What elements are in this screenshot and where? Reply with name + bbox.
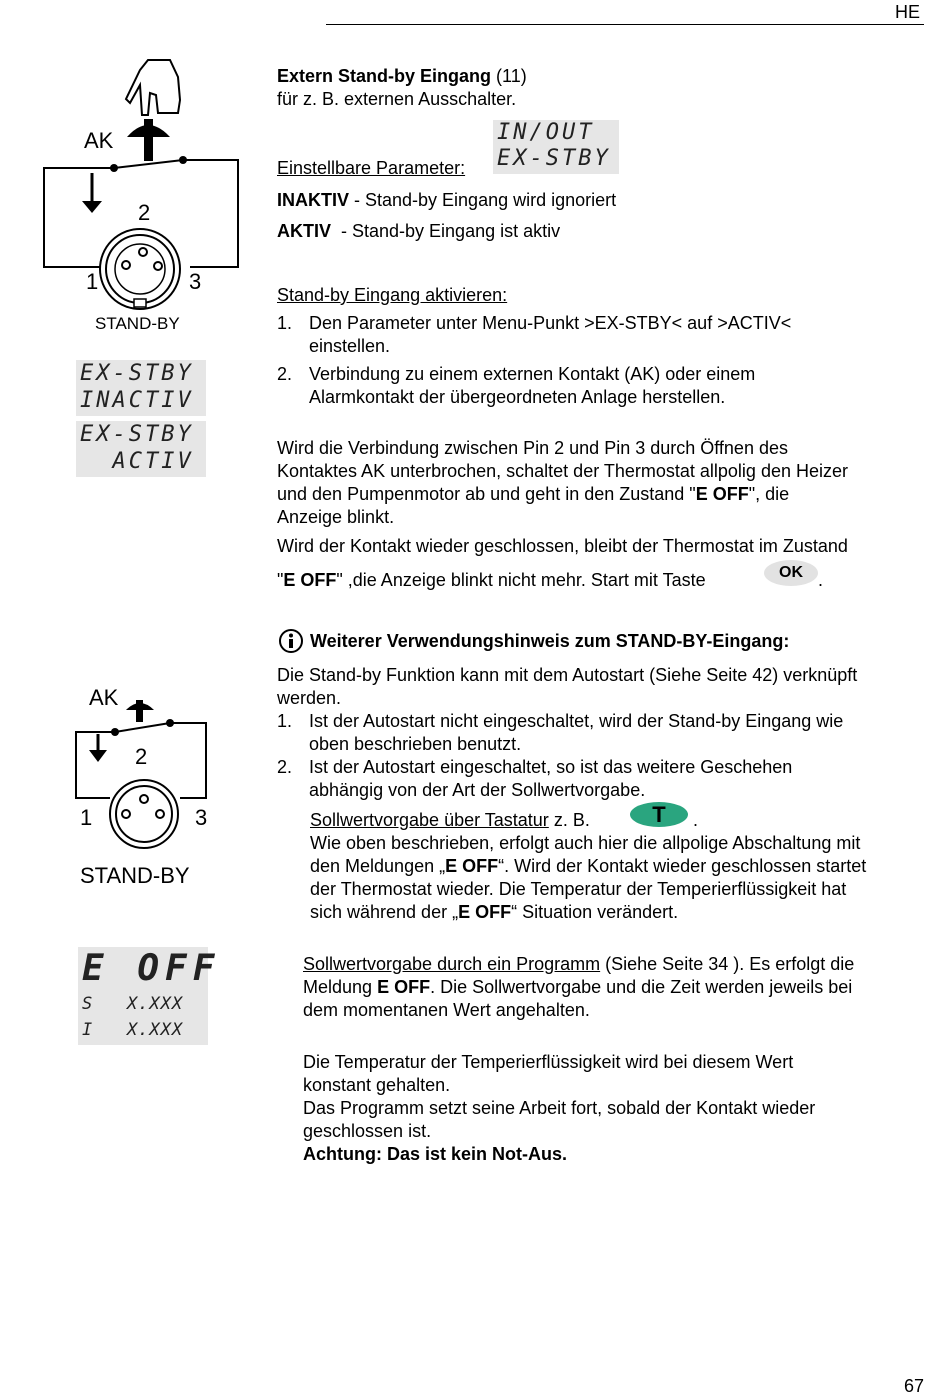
page-number: 67 bbox=[903, 1376, 924, 1396]
paragraph-pin-open: Wird die Verbindung zwischen Pin 2 und Pin 3 durch Öffnen des Kontaktes AK unterbrochen, schaltet der Thermostat allpolig den Heizer und den Pumpenmotor ab und geht in den Zustand "E OFF", die Anzeige blinkt. bbox=[277, 438, 848, 527]
activate-heading: Stand-by Eingang aktivieren: bbox=[277, 285, 508, 305]
switch-cap bbox=[126, 703, 154, 710]
inaktiv-option: INAKTIV - Stand-by Eingang wird ignoriert bbox=[277, 190, 617, 210]
standby-caption: STAND-BY bbox=[95, 314, 180, 333]
paragraph-closed-line2: "E OFF" ,die Anzeige blinkt nicht mehr. Start mit Taste bbox=[277, 570, 711, 590]
pin-1-label: 1 bbox=[86, 269, 99, 294]
switch-cap bbox=[127, 125, 170, 137]
programm-paragraph: Sollwertvorgabe durch ein Programm (Siehe Seite 34 ). Es erfolgt die Meldung E OFF. Die Sollwertvorgabe und die Zeit werden jeweils bei dem momentanen Wert angehalten. bbox=[303, 954, 855, 1020]
pin-1-label-2: 1 bbox=[80, 805, 93, 830]
tastatur-period: . bbox=[693, 810, 699, 830]
language-code: HE bbox=[894, 2, 920, 22]
period: . bbox=[818, 570, 824, 590]
tastatur-paragraph: Wie oben beschrieben, erfolgt auch hier die allpolige Abschaltung mit den Meldungen „E OFF“. Wird der Kontakt wieder geschlossen startet der Thermostat wieder. Die Temperatur der Temperierflüssigkeit hat sich während der „E OFF“ Situation verändert. bbox=[310, 833, 867, 922]
lcd-in-out: IN/OUT EX-STBY bbox=[493, 120, 619, 174]
warning-text: Achtung: Das ist kein Not-Aus. bbox=[303, 1144, 568, 1164]
aktiv-option: AKTIV - Stand-by Eingang ist aktiv bbox=[277, 221, 561, 241]
info-title: Weiterer Verwendungshinweis zum STAND-BY-Eingang: bbox=[310, 631, 790, 651]
ok-key-icon: OK bbox=[764, 560, 818, 586]
t-key-icon: T bbox=[630, 802, 688, 827]
item-1: 1. Ist der Autostart nicht eingeschaltet, wird der Stand-by Eingang wie oben beschrieben benutzt. bbox=[277, 711, 844, 754]
constant-paragraph: Die Temperatur der Temperierflüssigkeit wird bei diesem Wert konstant gehalten. Das Programm setzt seine Arbeit fort, sobald der Kontakt wieder geschlossen ist. bbox=[303, 1052, 816, 1141]
ak-label: AK bbox=[84, 128, 114, 153]
standby-caption-2: STAND-BY bbox=[80, 863, 190, 888]
intro-paragraph: Die Stand-by Funktion kann mit dem Autostart (Siehe Seite 42) verknüpft werden. bbox=[277, 665, 858, 708]
pin-2-label: 2 bbox=[138, 200, 151, 225]
info-icon bbox=[278, 628, 304, 654]
section-title: Extern Stand-by Eingang (11) bbox=[277, 66, 527, 86]
pin-3-label: 3 bbox=[189, 269, 202, 294]
paragraph-closed-line1: Wird der Kontakt wieder geschlossen, bleibt der Thermostat im Zustand bbox=[277, 536, 848, 556]
arrow-down-icon bbox=[89, 750, 107, 762]
param-label: Einstellbare Parameter: bbox=[277, 158, 466, 178]
lcd-ex-stby-activ: EX-STBY ACTIV bbox=[76, 421, 206, 477]
tastatur-line: Sollwertvorgabe über Tastatur z. B. bbox=[310, 810, 595, 830]
item-2: 2. Ist der Autostart eingeschaltet, so ist das weitere Geschehen abhängig von der Art der Sollwertvorgabe. bbox=[277, 757, 793, 800]
section-subtitle: für z. B. externen Ausschalter. bbox=[277, 89, 517, 109]
pin-2-label-2: 2 bbox=[135, 744, 148, 769]
hand-press-icon bbox=[126, 60, 180, 115]
pin-3-label-2: 3 bbox=[195, 805, 208, 830]
step-1: 1. Den Parameter unter Menu-Punkt >EX-STBY< auf >ACTIV< einstellen. bbox=[277, 313, 792, 356]
step-2: 2. Verbindung zu einem externen Kontakt (AK) oder einem Alarmkontakt der übergeordneten Anlage herstellen. bbox=[277, 364, 756, 407]
ak-label-2: AK bbox=[89, 685, 119, 710]
standby-diagram-1 bbox=[30, 55, 250, 340]
lcd-e-off: E OFF S X.XXX I X.XXX bbox=[78, 947, 208, 1045]
lcd-ex-stby-inactiv: EX-STBY INACTIV bbox=[76, 360, 206, 416]
arrow-down-icon bbox=[82, 201, 102, 213]
header-rule bbox=[326, 24, 924, 25]
